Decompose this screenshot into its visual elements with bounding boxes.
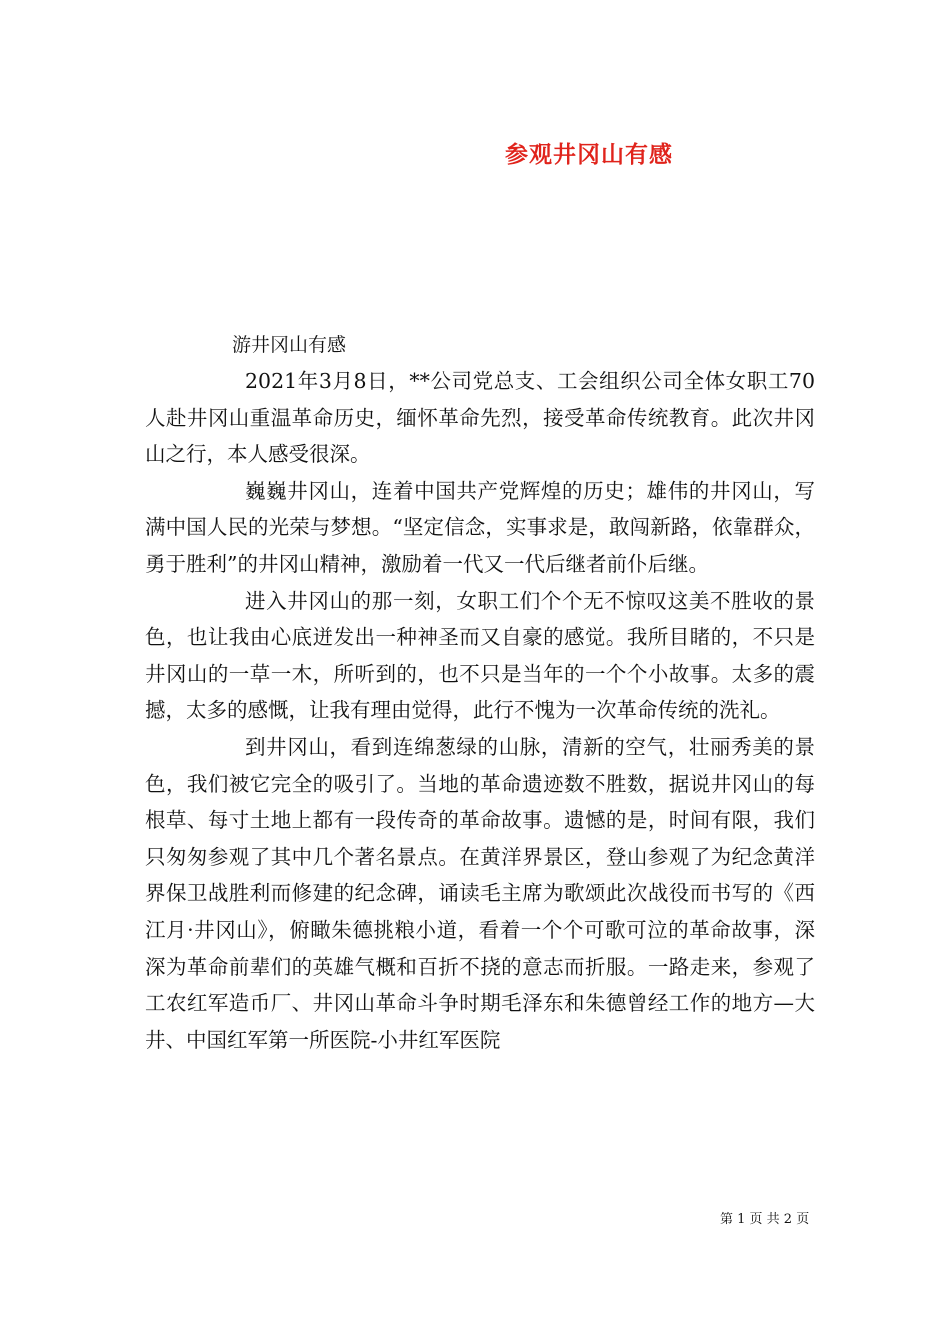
page-number-footer: 第 1 页 共 2 页 [720,1212,810,1227]
document-body [145,363,815,1058]
document-subtitle: 游井冈山有感 [232,334,347,356]
document-title: 参观井冈山有感 [505,142,673,168]
paragraph-1: 2021年3月8日，**公司党总支、工会组织公司全体女职工70人赴井冈山重温革命历史，缅怀革命先烈，接受革命传统教育。此次井冈山之行，本人感受很深。 [145,369,815,467]
paragraph-3: 进入井冈山的那一刻，女职工们个个无不惊叹这美不胜收的景色，也让我由心底迸发出一种神圣而又自豪的感觉。我所目睹的，不只是井冈山的一草一木，所听到的，也不只是当年的一个个小故事。太多的震撼，太多的感慨，让我有理由觉得，此行不愧为一次革命传统的洗礼。 [145,588,815,723]
paragraph-2: 巍巍井冈山，连着中国共产党辉煌的历史；雄伟的井冈山，写满中国人民的光荣与梦想。“坚定信念，实事求是，敢闯新路，依靠群众，勇于胜利”的井冈山精神，激励着一代又一代后继者前仆后继。 [145,478,815,576]
paragraph-4: 到井冈山，看到连绵葱绿的山脉，清新的空气，壮丽秀美的景色，我们被它完全的吸引了。当地的革命遗迹数不胜数，据说井冈山的每根草、每寸土地上都有一段传奇的革命故事。遗憾的是，时间有限，我们只匆匆参观了其中几个著名景点。在黄洋界景区，登山参观了为纪念黄洋界保卫战胜利而修建的纪念碑，诵读毛主席为歌颂此次战役而书写的《西江月·井冈山》，俯瞰朱德挑粮小道，看着一个个可歌可泣的革命故事，深深为革命前辈们的英雄气概和百折不挠的意志而折服。一路走来，参观了工农红军造币厂、井冈山革命斗争时期毛泽东和朱德曾经工作的地方—大井、中国红军第一所医院-小井红军医院 [145,734,815,1052]
